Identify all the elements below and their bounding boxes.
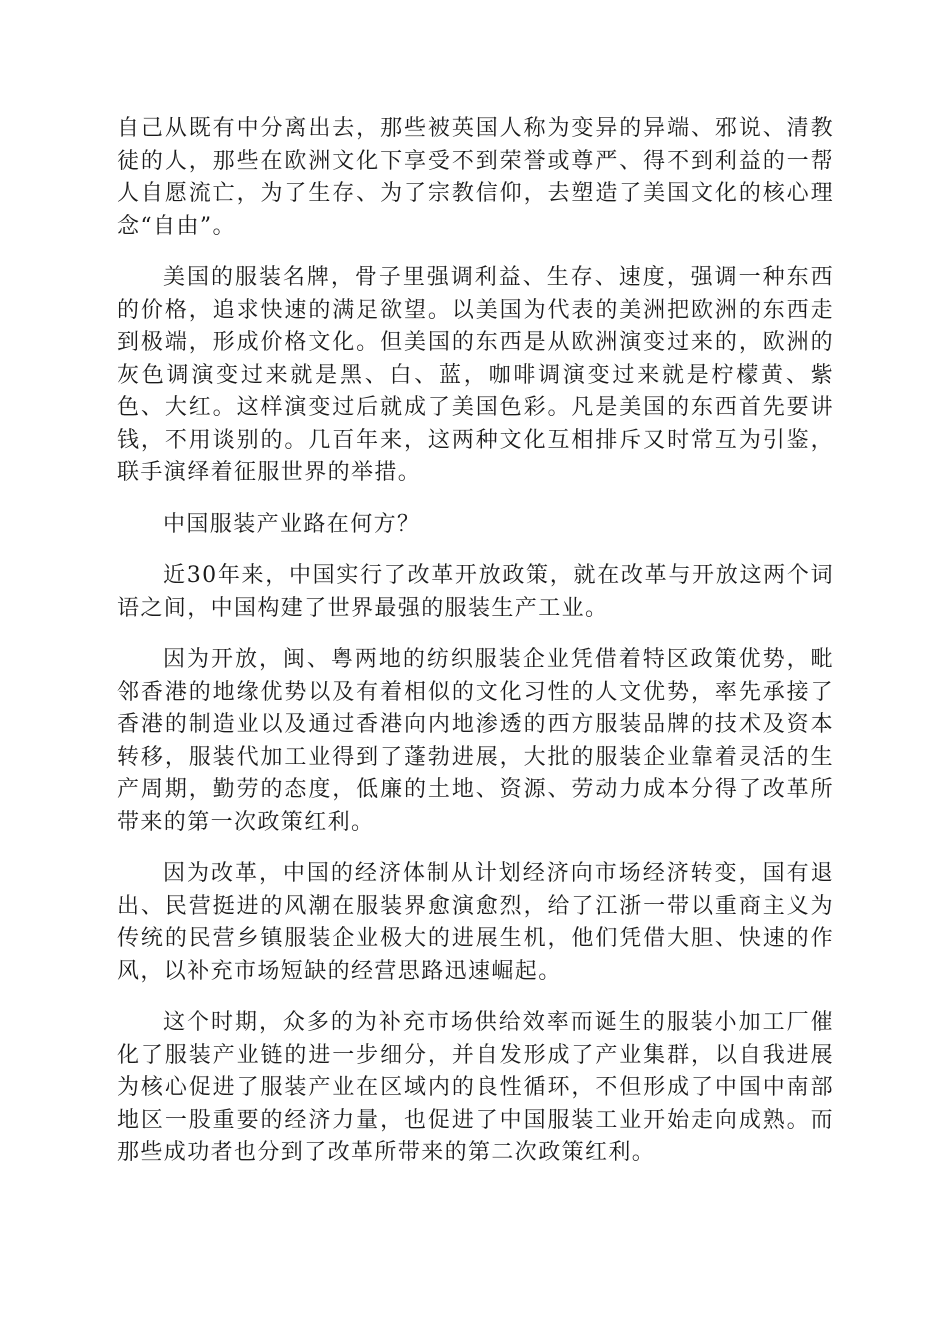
paragraph-reform-opening: 近30年来，中国实行了改革开放政策，就在改革与开放这两个词语之间，中国构建了世界最强的服装生产工业。 xyxy=(117,563,834,621)
paragraph-opening: 因为开放，闽、粤两地的纺织服装企业凭借着特区政策优势，毗邻香港的地缘优势以及有着相似的文化习性的人文优势，率先承接了香港的制造业以及通过香港向内地渗透的西方服装品牌的技术及资本转移，服装代加工业得到了蓬勃进展，大批的服装企业靠着灵活的生产周期，勤劳的态度，低廉的土地、资源、劳动力成本分得了改革所带来的第一次政策红利。 xyxy=(117,647,834,835)
paragraph-american-brands: 美国的服装名牌，骨子里强调利益、生存、速度，强调一种东西的价格，追求快速的满足欲望。以美国为代表的美洲把欧洲的东西走到极端，形成价格文化。但美国的东西是从欧洲演变过来的，欧洲的灰色调演变过来就是黑、白、蓝，咖啡调演变过来就是柠檬黄、紫色、大红。这样演变过后就成了美国色彩。凡是美国的东西首先要讲钱，不用谈别的。几百年来，这两种文化互相排斥又时常互为引鉴，联手演绎着征服世界的举措。 xyxy=(117,265,834,485)
paragraph-this-period: 这个时期，众多的为补充市场供给效率而诞生的服装小加工厂催化了服装产业链的进一步细分，并自发形成了产业集群，以自我进展为核心促进了服装产业在区域内的良性循环，不但形成了中国中南部地区一股重要的经济力量，也促进了中国服装工业开始走向成熟。而那些成功者也分到了改革所带来的第二次政策红利。 xyxy=(117,1010,834,1165)
section-heading-question: 中国服装产业路在何方？ xyxy=(163,511,421,537)
body-text xyxy=(117,113,834,1189)
paragraph-reform: 因为改革，中国的经济体制从计划经济向市场经济转变，国有退出、民营挺进的风潮在服装界愈演愈烈，给了江浙一带以重商主义为传统的民营乡镇服装企业极大的进展生机，他们凭借大胆、快速的作风，以补充市场短缺的经营思路迅速崛起。 xyxy=(117,861,834,984)
paragraph-continuation: 自己从既有中分离出去，那些被英国人称为变异的异端、邪说、清教徒的人，那些在欧洲文化下享受不到荣誉或尊严、得不到利益的一帮人自愿流亡，为了生存、为了宗教信仰，去塑造了美国文化的核心理念“自由”。 xyxy=(117,116,834,239)
